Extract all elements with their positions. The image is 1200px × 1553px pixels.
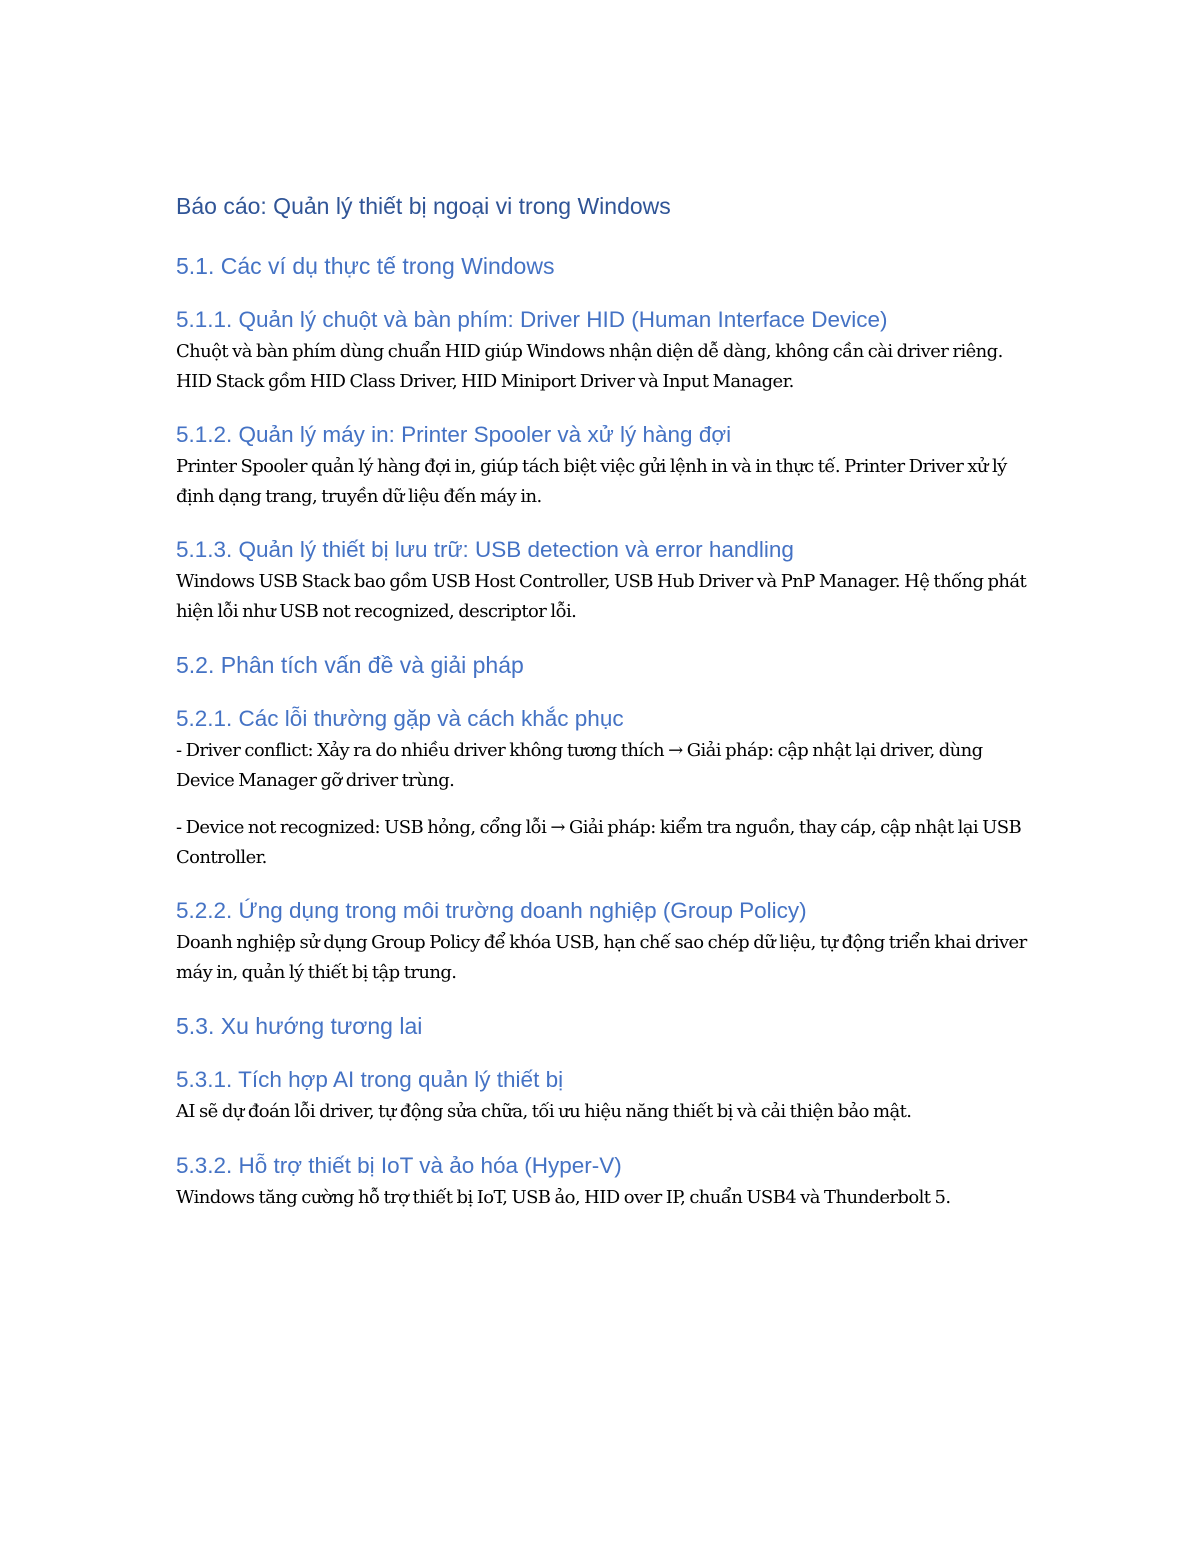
document-title: Báo cáo: Quản lý thiết bị ngoại vi trong Windows bbox=[176, 193, 671, 219]
section-5-2-heading: 5.2. Phân tích vấn đề và giải pháp bbox=[176, 652, 524, 678]
document-content bbox=[176, 190, 1036, 1235]
section-5-3-heading: 5.3. Xu hướng tương lai bbox=[176, 1013, 423, 1039]
section-5-1-1-heading: 5.1.1. Quản lý chuột và bàn phím: Driver HID (Human Interface Device) bbox=[176, 307, 888, 332]
section-5-1-1-body: Chuột và bàn phím dùng chuẩn HID giúp Windows nhận diện dễ dàng, không cần cài driver riêng. HID Stack gồm HID Class Driver, HID Miniport Driver và Input Manager. bbox=[176, 341, 1003, 392]
section-5-3-1-body: AI sẽ dự đoán lỗi driver, tự động sửa chữa, tối ưu hiệu năng thiết bị và cải thiện bảo mật. bbox=[176, 1101, 912, 1122]
section-5-2-2-heading: 5.2.2. Ứng dụng trong môi trường doanh nghiệp (Group Policy) bbox=[176, 898, 807, 923]
section-5-3-1-heading: 5.3.1. Tích hợp AI trong quản lý thiết bị bbox=[176, 1067, 564, 1092]
section-5-2-1-heading: 5.2.1. Các lỗi thường gặp và cách khắc phục bbox=[176, 706, 624, 731]
section-5-1-3-body: Windows USB Stack bao gồm USB Host Controller, USB Hub Driver và PnP Manager. Hệ thống phát hiện lỗi như USB not recognized, descriptor lỗi. bbox=[176, 571, 1027, 622]
section-5-2-2-body: Doanh nghiệp sử dụng Group Policy để khóa USB, hạn chế sao chép dữ liệu, tự động triển khai driver máy in, quản lý thiết bị tập trung. bbox=[176, 932, 1027, 983]
section-5-3-2-heading: 5.3.2. Hỗ trợ thiết bị IoT và ảo hóa (Hyper-V) bbox=[176, 1152, 622, 1178]
section-5-2-1-item-device-not-recognized: - Device not recognized: USB hỏng, cổng lỗi → Giải pháp: kiểm tra nguồn, thay cáp, cập nhật lại USB Controller. bbox=[176, 817, 1022, 868]
section-5-1-2-body: Printer Spooler quản lý hàng đợi in, giúp tách biệt việc gửi lệnh in và in thực tế. Printer Driver xử lý định dạng trang, truyền dữ liệu đến máy in. bbox=[176, 456, 1007, 507]
section-5-1-3-heading: 5.1.3. Quản lý thiết bị lưu trữ: USB detection và error handling bbox=[176, 537, 794, 562]
section-5-2-1-item-driver-conflict: - Driver conflict: Xảy ra do nhiều driver không tương thích → Giải pháp: cập nhật lại driver, dùng Device Manager gỡ driver trùng. bbox=[176, 740, 983, 791]
section-5-1-heading: 5.1. Các ví dụ thực tế trong Windows bbox=[176, 253, 555, 279]
section-5-3-2-body: Windows tăng cường hỗ trợ thiết bị IoT, USB ảo, HID over IP, chuẩn USB4 và Thunderbolt 5. bbox=[176, 1186, 951, 1208]
section-5-1-2-heading: 5.1.2. Quản lý máy in: Printer Spooler và xử lý hàng đợi bbox=[176, 422, 732, 447]
